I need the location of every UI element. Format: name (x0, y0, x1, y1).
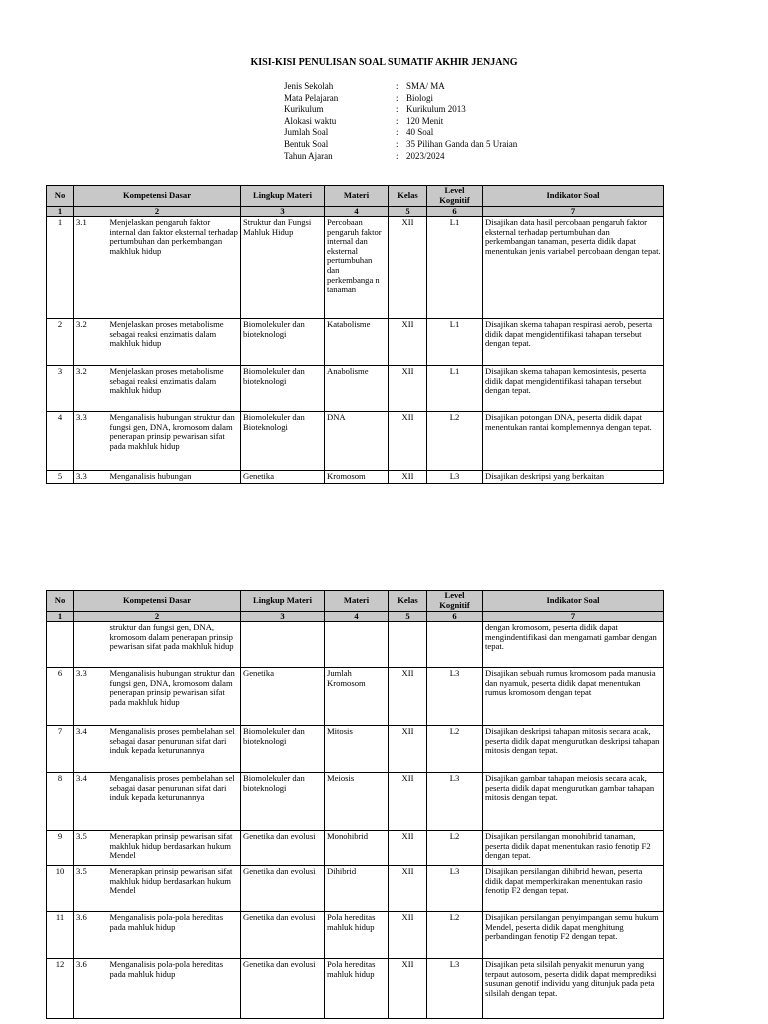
cell-kd-number: 3.2 (74, 319, 108, 366)
info-colon: : (396, 150, 399, 161)
header-kompetensi-dasar: Kompetensi Dasar (74, 186, 241, 207)
cell-lingkup-materi: Biomolekuler dan bioteknologi (241, 773, 325, 831)
cell-no: 9 (47, 831, 74, 866)
cell-lingkup-materi: Genetika (241, 668, 325, 726)
column-number: 3 (241, 612, 325, 622)
cell-level: L1 (427, 217, 483, 319)
cell-kd-number: 3.3 (74, 668, 108, 726)
cell-lingkup-materi (241, 622, 325, 668)
cell-level: L3 (427, 668, 483, 726)
cell-kd-text: Menganalisis proses pembelahan sel sebagai dasar penurunan sifat dari induk kepada keturunannya (108, 726, 241, 773)
cell-level: L2 (427, 831, 483, 866)
info-value: 35 Pilihan Ganda dan 5 Uraian (406, 138, 518, 149)
cell-kd-text: struktur dan fungsi gen, DNA, kromosom dalam penerapan prinsip pewarisan sifat pada makhluk hidup (108, 622, 241, 668)
cell-no: 1 (47, 217, 74, 319)
cell-level: L1 (427, 319, 483, 366)
cell-kelas: XII (389, 959, 427, 1019)
info-label: Tahun Ajaran (284, 150, 333, 161)
info-colon: : (396, 81, 399, 91)
column-number: 4 (325, 612, 389, 622)
info-value: Kurikulum 2013 (406, 104, 466, 115)
cell-level (427, 622, 483, 668)
cell-kd-number: 3.5 (74, 831, 108, 866)
cell-no: 12 (47, 959, 74, 1019)
cell-kd-text: Menjelaskan proses metabolisme sebagai reaksi enzimatis dalam makhluk hidup (108, 319, 241, 366)
table-row (47, 366, 664, 412)
cell-level: L1 (427, 366, 483, 412)
cell-indikator: Disajikan skema tahapan kemosintesis, peserta didik dapat mengidentifikasi tahapan tersebut dengan tepat. (483, 366, 664, 412)
cell-materi: Anabolisme (325, 366, 389, 412)
header-indikator-soal: Indikator Soal (483, 591, 664, 612)
cell-kd-number: 3.2 (74, 366, 108, 412)
cell-level: L2 (427, 912, 483, 959)
cell-materi (325, 622, 389, 668)
column-number: 1 (47, 207, 74, 217)
info-colon: : (396, 104, 399, 115)
info-label: Alokasi waktu (284, 115, 337, 126)
cell-no: 10 (47, 866, 74, 912)
column-number: 6 (427, 612, 483, 622)
cell-kd-number: 3.3 (74, 412, 108, 471)
table-row (47, 319, 664, 366)
cell-kd-text: Menganalisis hubungan struktur dan fungsi gen, DNA, kromosom dalam penerapan prinsip pewarisan sifat pada makhluk hidup (108, 412, 241, 471)
info-value: SMA/ MA (406, 81, 445, 91)
info-colon: : (396, 127, 399, 138)
cell-no: 6 (47, 668, 74, 726)
info-colon: : (396, 92, 399, 103)
table-row (47, 866, 664, 912)
cell-kelas: XII (389, 412, 427, 471)
header-no: No (47, 591, 74, 612)
cell-kd-text: Menerapkan prinsip pewarisan sifat makhluk hidup berdasarkan hukum Mendel (108, 831, 241, 866)
header-materi: Materi (325, 186, 389, 207)
info-label: Bentuk Soal (284, 138, 329, 149)
cell-indikator: Disajikan sebuah rumus kromosom pada manusia dan nyamuk, peserta didik dapat menentukan rumus kromosom dengan tepat (483, 668, 664, 726)
cell-indikator: Disajikan persilangan penyimpangan semu hukum Mendel, peserta didik dapat menghitung perbandingan fenotip F2 dengan tepat. (483, 912, 664, 959)
cell-kelas: XII (389, 773, 427, 831)
table-row (47, 217, 664, 319)
header-no: No (47, 186, 74, 207)
cell-no: 5 (47, 471, 74, 484)
cell-kd-number: 3.1 (74, 217, 108, 319)
cell-kd-text: Menganalisis hubungan (108, 471, 241, 484)
cell-kelas: XII (389, 831, 427, 866)
cell-materi: Meiosis (325, 773, 389, 831)
cell-materi: Mitosis (325, 726, 389, 773)
cell-materi: Pola hereditas mahluk hidup (325, 912, 389, 959)
cell-materi: Dihibrid (325, 866, 389, 912)
cell-indikator: Disajikan potongan DNA, peserta didik dapat menentukan rantai komplemennya dengan tepat. (483, 412, 664, 471)
column-number: 4 (325, 207, 389, 217)
info-colon: : (396, 115, 399, 126)
cell-lingkup-materi: Biomolekuler dan bioteknologi (241, 726, 325, 773)
column-number: 7 (483, 207, 664, 217)
cell-kd-number (74, 622, 108, 668)
kisi-kisi-table-page-2 (46, 590, 664, 1019)
table-row (47, 622, 664, 668)
cell-lingkup-materi: Genetika dan evolusi (241, 866, 325, 912)
column-number: 2 (74, 207, 241, 217)
cell-indikator: Disajikan peta silsilah penyakit menurun yang terpaut autosom, peserta didik dapat memprediksi susunan genotif individu yang ditunjuk pada peta silsilah dengan tepat. (483, 959, 664, 1019)
cell-indikator: Disajikan skema tahapan respirasi aerob, peserta didik dapat mengidentifikasi tahapan tersebut dengan tepat. (483, 319, 664, 366)
cell-materi: DNA (325, 412, 389, 471)
info-label: Jumlah Soal (284, 127, 329, 138)
header-kompetensi-dasar: Kompetensi Dasar (74, 591, 241, 612)
table-row (47, 773, 664, 831)
document-title: KISI-KISI PENULISAN SOAL SUMATIF AKHIR JENJANG (250, 57, 518, 68)
cell-kd-text: Menganalisis hubungan struktur dan fungsi gen, DNA, kromosom dalam penerapan prinsip pewarisan sifat pada makhluk hidup (108, 668, 241, 726)
table-row (47, 412, 664, 471)
info-label: Kurikulum (284, 104, 324, 115)
cell-level: L3 (427, 773, 483, 831)
cell-kd-number: 3.6 (74, 959, 108, 1019)
cell-level: L3 (427, 471, 483, 484)
column-number: 5 (389, 207, 427, 217)
cell-materi: Pola hereditas mahluk hidup (325, 959, 389, 1019)
header-lingkup-materi: Lingkup Materi (241, 186, 325, 207)
cell-kd-text: Menganalisis pola-pola hereditas pada mahluk hidup (108, 959, 241, 1019)
cell-kelas: XII (389, 866, 427, 912)
cell-lingkup-materi: Genetika (241, 471, 325, 484)
cell-indikator: Disajikan deskripsi tahapan mitosis secara acak, peserta didik dapat mengurutkan deskripsi tahapan mitosis dengan tepat. (483, 726, 664, 773)
cell-materi: Kromosom (325, 471, 389, 484)
column-number: 3 (241, 207, 325, 217)
cell-no: 2 (47, 319, 74, 366)
table-row (47, 912, 664, 959)
cell-kd-number: 3.4 (74, 726, 108, 773)
cell-lingkup-materi: Genetika dan evolusi (241, 959, 325, 1019)
cell-indikator: Disajikan deskripsi yang berkaitan (483, 471, 664, 484)
cell-kd-text: Menganalisis pola-pola hereditas pada mahluk hidup (108, 912, 241, 959)
header-kelas: Kelas (389, 591, 427, 612)
cell-lingkup-materi: Genetika dan evolusi (241, 831, 325, 866)
info-value: 120 Menit (406, 115, 444, 126)
cell-kd-number: 3.3 (74, 471, 108, 484)
cell-materi: Jumlah Kromosom (325, 668, 389, 726)
column-number: 1 (47, 612, 74, 622)
table-row (47, 726, 664, 773)
column-number: 6 (427, 207, 483, 217)
cell-kelas: XII (389, 912, 427, 959)
column-number: 5 (389, 612, 427, 622)
cell-lingkup-materi: Biomolekuler dan bioteknologi (241, 319, 325, 366)
cell-kelas: XII (389, 471, 427, 484)
cell-materi: Percobaan pengaruh faktor internal dan eksternal pertumbuhan dan perkembanga n tanaman (325, 217, 389, 319)
cell-kelas: XII (389, 668, 427, 726)
cell-kd-number: 3.5 (74, 866, 108, 912)
cell-kelas: XII (389, 366, 427, 412)
cell-level: L3 (427, 959, 483, 1019)
cell-level: L2 (427, 412, 483, 471)
header-kelas: Kelas (389, 186, 427, 207)
cell-kd-number: 3.4 (74, 773, 108, 831)
cell-indikator: Disajikan data hasil percobaan pengaruh faktor eksternal terhadap pertumbuhan dan perkembangan tanaman, peserta didik dapat menentukan jenis variabel percobaan dengan tepat. (483, 217, 664, 319)
cell-no: 11 (47, 912, 74, 959)
header-materi: Materi (325, 591, 389, 612)
table-row (47, 831, 664, 866)
cell-indikator: Disajikan persilangan monohibrid tanaman, peserta didik dapat menentukan rasio fenotip F2 dengan tepat. (483, 831, 664, 866)
cell-level: L2 (427, 726, 483, 773)
cell-lingkup-materi: Biomolekuler dan bioteknologi (241, 366, 325, 412)
info-label: Mata Pelajaran (284, 92, 339, 103)
header-indikator-soal: Indikator Soal (483, 186, 664, 207)
cell-level: L3 (427, 866, 483, 912)
header-level-kognitif: Level Kognitif (427, 186, 483, 207)
cell-lingkup-materi: Struktur dan Fungsi Mahluk Hidup (241, 217, 325, 319)
cell-no: 3 (47, 366, 74, 412)
column-number: 7 (483, 612, 664, 622)
cell-materi: Katabolisme (325, 319, 389, 366)
header-level-kognitif: Level Kognitif (427, 591, 483, 612)
column-number: 2 (74, 612, 241, 622)
cell-no: 8 (47, 773, 74, 831)
cell-kd-text: Menjelaskan proses metabolisme sebagai reaksi enzimatis dalam makhluk hidup (108, 366, 241, 412)
info-value: Biologi (406, 92, 434, 103)
cell-indikator: Disajikan persilangan dihibrid hewan, peserta didik dapat memperkirakan menentukan rasio fenotip F2 dengan tepat. (483, 866, 664, 912)
cell-materi: Monohibrid (325, 831, 389, 866)
cell-kd-text: Menganalisis proses pembelahan sel sebagai dasar penurunan sifat dari induk kepada keturunannya (108, 773, 241, 831)
cell-indikator: Disajikan gambar tahapan meiosis secara acak, peserta didik dapat mengurutkan gambar tahapan mitosis dengan tepat. (483, 773, 664, 831)
cell-kd-text: Menerapkan prinsip pewarisan sifat makhluk hidup berdasarkan hukum Mendel (108, 866, 241, 912)
cell-kelas: XII (389, 217, 427, 319)
info-value: 40 Soal (406, 127, 434, 138)
table-row (47, 471, 664, 484)
cell-indikator: dengan kromosom, peserta didik dapat mengindentifikasi dan mengamati gambar dengan tepat. (483, 622, 664, 668)
kisi-kisi-table-page-1 (46, 185, 664, 484)
cell-kelas: XII (389, 319, 427, 366)
cell-kd-number: 3.6 (74, 912, 108, 959)
info-value: 2023/2024 (406, 150, 445, 161)
cell-kd-text: Menjelaskan pengaruh faktor internal dan faktor eksternal terhadap pertumbuhan dan perkembangan makhluk hidup (108, 217, 241, 319)
info-colon: : (396, 138, 399, 149)
cell-kelas: XII (389, 726, 427, 773)
cell-no: 7 (47, 726, 74, 773)
cell-lingkup-materi: Genetika dan evolusi (241, 912, 325, 959)
cell-kelas (389, 622, 427, 668)
cell-no (47, 622, 74, 668)
cell-lingkup-materi: Biomolekuler dan Bioteknologi (241, 412, 325, 471)
table-row (47, 668, 664, 726)
cell-no: 4 (47, 412, 74, 471)
header-lingkup-materi: Lingkup Materi (241, 591, 325, 612)
info-label: Jenis Sekolah (284, 81, 334, 91)
table-row (47, 959, 664, 1019)
